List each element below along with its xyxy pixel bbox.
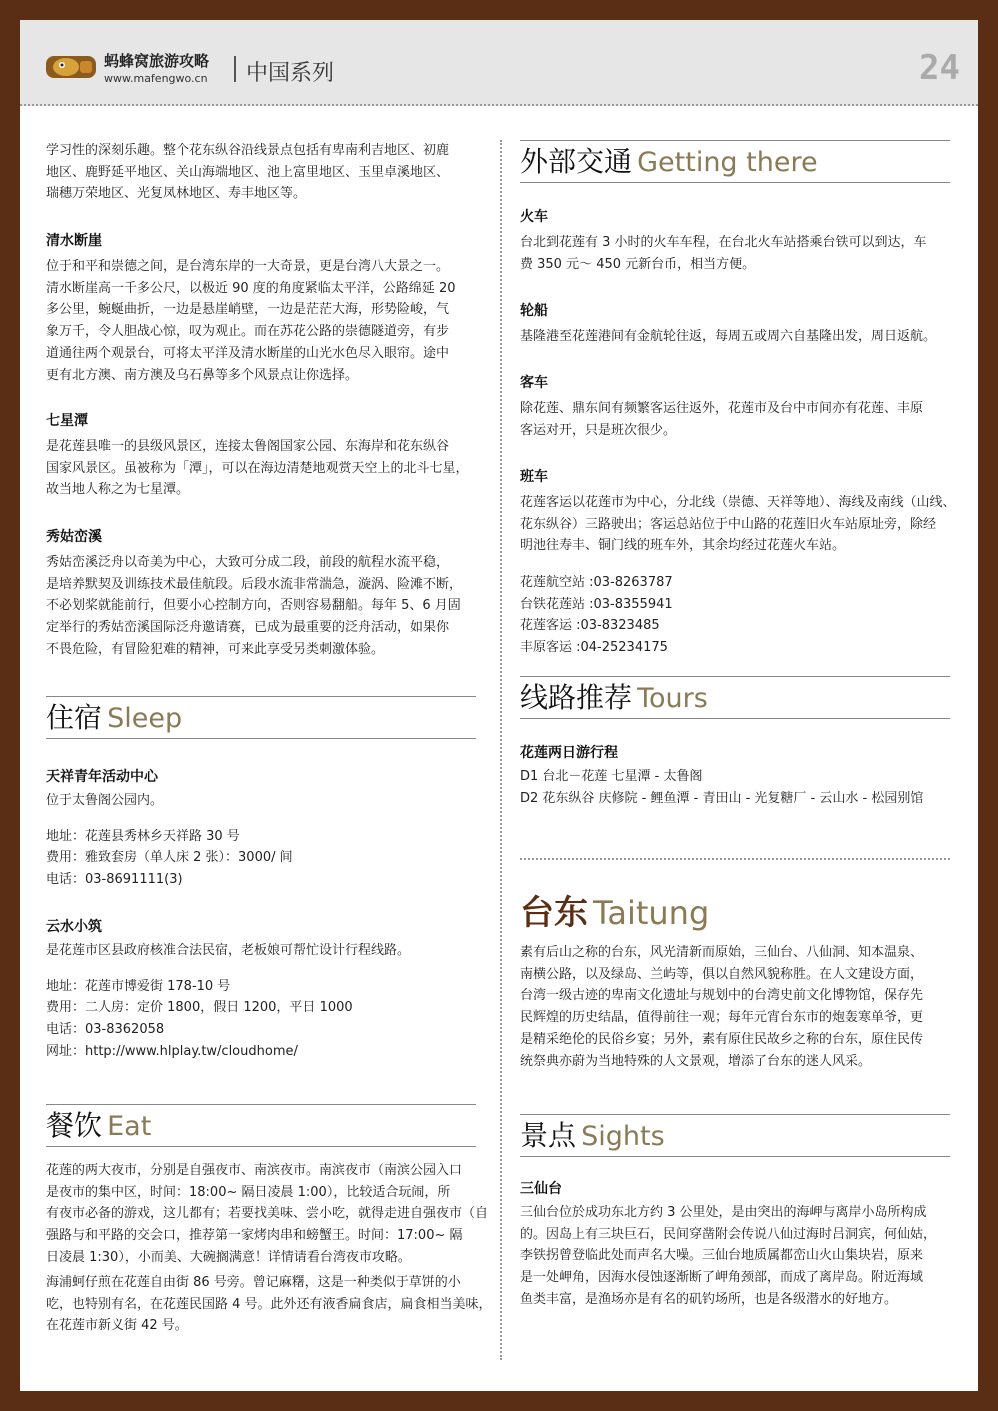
text-line: 是花莲县唯一的县级风景区，连接太鲁阁国家公园、东海岸和花东纵谷 [46,439,450,454]
text-line: 地区、鹿野延平地区、关山海端地区、池上富里地区、玉里卓溪地区、 [46,164,450,180]
text-line: 不必划桨就能前行，但要小心控制方向，否则容易翻船。每年 5、6 月固 [46,598,461,614]
section-divider [520,858,950,860]
transport-contacts [520,572,950,659]
brand-name: 蚂蜂窝旅游攻略 [104,52,210,70]
text-line: 定举行的秀姑峦溪国际泛舟邀请赛，已成为最重要的泛舟活动，如果你 [46,620,450,636]
brand-url: www.mafengwo.cn [104,72,208,85]
taitung-heading-en: Taitung [593,894,710,932]
coach-section [520,372,950,441]
text-line: 统祭典亦蔚为当地特殊的人文景观，增添了台东的迷人风采。 [520,1053,872,1069]
text-line: 是夜市的集中区，时间：18:00~ 隔日凌晨 1:00），比较适合玩闹，所 [46,1184,451,1200]
eat-paragraph-2 [46,1272,492,1337]
hotel-phone: 电话：03-8362058 [46,1022,165,1038]
tours-heading [520,676,950,719]
sleep-heading [46,696,476,739]
taitung-heading-cn: 台东 [520,893,588,933]
hotel-yunshui [46,916,476,1063]
taitung-paragraph [520,942,950,1072]
contact-line: 丰原客运 :04-25234175 [520,640,668,656]
text-line: 是精采绝伦的民俗乡宴；另外，素有原住民故乡之称的台东，原住民传 [520,1031,924,1047]
text-line: 象万千，令人胆战心惊，叹为观止。而在苏花公路的崇德隧道旁，有步 [46,324,450,340]
itinerary-day-2: D2 花东纵谷 庆修院 - 鲤鱼潭 - 青田山 - 光复糖厂 - 云山水 - 松园别馆 [520,790,924,806]
text-line: 学习性的深刻乐趣。整个花东纵谷沿线景点包括有卑南利吉地区、初鹿 [46,143,450,158]
text-line: 明池往寿丰、铜门线的班车外，其余均经过花莲火车站。 [520,538,846,554]
text-line: 故当地人称之为七星潭。 [46,482,190,498]
hotel-phone: 电话：03-8691111(3) [46,872,183,888]
text-line: 花莲客运以花莲市为中心，分北线（崇德、天祥等地）、海线及南线（山线、 [520,495,956,510]
transport-heading [520,140,950,183]
text-line: 道通往两个观景台，可将太平洋及清水断崖的山光水色尽入眼帘。途中 [46,345,450,361]
subheading: 轮船 [520,303,548,319]
text-line: 台湾一级古迹的卑南文化遗址与规划中的台湾史前文化博物馆，保存先 [520,988,924,1004]
qixingtan-section [46,410,476,501]
qingshui-section [46,230,476,386]
hotel-fee: 费用：二人房：定价 1800，假日 1200，平日 1000 [46,1000,353,1016]
intro-paragraph [46,140,476,205]
text-line: 素有后山之称的台东，风光清新而原始，三仙台、八仙洞、知本温泉、 [520,945,924,960]
text-line: 不畏危险，有冒险犯难的精神，可来此享受另类刺激体验。 [46,641,385,657]
hotel-fee: 费用：雅致套房（单人床 2 张）：3000/ 间 [46,850,293,866]
contact-line: 花莲客运 :03-8323485 [520,618,660,634]
text-line: 基隆港至花莲港间有金航轮往返，每周五或周六自基隆出发，周日返航。 [520,329,937,344]
series-title: 中国系列 [246,61,335,86]
page-number: 24 [919,48,960,88]
hotel-name: 云水小筑 [46,919,102,935]
tours-itinerary [520,742,950,809]
sleep-heading-cn: 住宿 [46,701,103,734]
subheading: 花莲两日游行程 [520,745,618,761]
text-line: 民辉煌的历史结晶，值得前往一观；每年元宵台东市的炮轰寒单爷，更 [520,1010,924,1026]
subheading: 火车 [520,209,548,225]
sights-heading-en: Sights [581,1121,665,1152]
text-line: 是一处岬角，因海水侵蚀逐渐断了岬角颈部，而成了离岸岛。附近海域 [520,1270,924,1286]
text-line: 在花莲市新义街 42 号。 [46,1318,188,1334]
text-line: 瑞穗万荣地区、光复凤林地区、寿丰地区等。 [46,186,307,202]
subheading: 清水断崖 [46,233,102,249]
contact-line: 台铁花莲站 :03-8355941 [520,596,673,612]
sleep-heading-en: Sleep [107,703,183,734]
subheading: 秀姑峦溪 [46,529,102,545]
text-line: 多公里，蜿蜒曲折，一边是悬崖峭壁，一边是茫茫大海，形势险峻，气 [46,302,450,318]
sights-heading [520,1114,950,1157]
text-line: 费 350 元～ 450 元新台币，相当方便。 [520,256,756,272]
text-line: 位于和平和崇德之间，是台湾东岸的一大奇景，更是台湾八大景之一。 [46,259,450,274]
sanxiantai-section [520,1178,950,1311]
text-line: 花东纵谷）三路驶出；客运总站位于中山路的花莲旧火车站原址旁，除经 [520,516,937,532]
text-line: 有夜市必备的游戏，这儿都有；若要找美味、尝小吃，就得走进自强夜市（自 [46,1206,489,1222]
ship-section [520,300,950,348]
eat-heading [46,1104,476,1147]
text-line: 南横公路，以及绿岛、兰屿等，俱以自然风貌称胜。在人文建设方面， [520,966,924,982]
subheading: 客车 [520,375,548,391]
text-line: 吃，也特别有名，在花莲民国路 4 号。此外还有液香扁食店，扁食相当美味， [46,1296,492,1312]
text-line: 清水断崖高一千多公尺，以极近 90 度的角度紧临太平洋，公路绵延 20 [46,280,456,296]
subheading: 七星潭 [46,413,88,429]
text-line: 花莲的两大夜市，分别是自强夜市、南滨夜市。南滨夜市（南滨公园入口 [46,1163,463,1178]
text-line: 更有北方澳、南方澳及乌石鼻等多个风景点让你选择。 [46,367,359,383]
hotel-desc: 位于太鲁阁公园内。 [46,793,164,808]
text-line: 日凌晨 1:30），小而美、大碗搁满意！详情请看台湾夜市攻略。 [46,1249,411,1265]
contact-line: 花莲航空站 :03-8263787 [520,575,673,590]
page-header [20,20,978,106]
transport-heading-cn: 外部交通 [520,145,633,178]
text-line: 三仙台位於成功东北方约 3 公里处，是由突出的海岬与离岸小岛所构成 [520,1205,927,1220]
text-line: 秀姑峦溪泛舟以奇美为中心，大致可分成二段，前段的航程水流平稳， [46,555,450,570]
hotel-address: 地址：花莲市博爱街 178-10 号 [46,978,231,994]
page-frame [20,20,978,1391]
hotel-name: 天祥青年活动中心 [46,769,158,785]
text-line: 李铁拐曾登临此处而声名大噪。三仙台地质属都峦山火山集块岩，原来 [520,1248,924,1264]
taitung-heading [520,890,950,936]
text-line: 客运对开，只是班次很少。 [520,422,677,438]
text-line: 的。因岛上有三块巨石，民间穿凿附会传说八仙过海时吕洞宾，何仙姑， [520,1226,937,1242]
subheading: 三仙台 [520,1181,562,1197]
transport-heading-en: Getting there [637,147,818,178]
hotel-desc: 是花莲市区县政府核准合法民宿，老板娘可帮忙设计行程线路。 [46,943,411,958]
text-line: 除花莲、鼎东间有频繁客运往返外，花莲市及台中市间亦有花莲、丰原 [520,401,924,416]
text-line: 强路与和平路的交会口，推荐第一家烤肉串和螃蟹王。时间：17:00~ 隔 [46,1228,463,1244]
column-divider [500,140,502,1360]
eat-heading-en: Eat [107,1111,152,1142]
mafengwo-logo-icon [44,52,100,82]
tours-heading-en: Tours [637,683,708,714]
text-line: 海浦蚵仔煎在花莲自由街 86 号旁。曾记麻糬，这是一种类似于草饼的小 [46,1275,461,1290]
text-line: 鱼类丰富，是渔场亦是有名的矶钓场所，也是各级潜水的好地方。 [520,1291,898,1307]
hotel-tianxiang [46,766,476,891]
text-line: 是培养默契及训练技术最佳航段。后段水流非常湍急，漩涡、险滩不断， [46,576,463,592]
xiuguluan-section [46,526,476,661]
tours-heading-cn: 线路推荐 [520,681,633,714]
hotel-address: 地址：花莲县秀林乡天祥路 30 号 [46,828,240,844]
hotel-website: 网址：http://www.hlplay.tw/cloudhome/ [46,1043,298,1059]
sights-heading-cn: 景点 [520,1119,577,1152]
text-line: 台北到花莲有 3 小时的火车车程，在台北火车站搭乘台铁可以到达，车 [520,235,927,250]
header-divider [234,56,236,82]
eat-heading-cn: 餐饮 [46,1109,103,1142]
eat-paragraph-1 [46,1160,489,1269]
itinerary-day-1: D1 台北－花莲 七星潭 - 太鲁阁 [520,769,703,784]
train-section [520,206,950,275]
subheading: 班车 [520,469,548,485]
text-line: 国家风景区。虽被称为「潭」，可以在海边清楚地观赏天空上的北斗七星， [46,460,469,476]
bus-section [520,466,956,557]
